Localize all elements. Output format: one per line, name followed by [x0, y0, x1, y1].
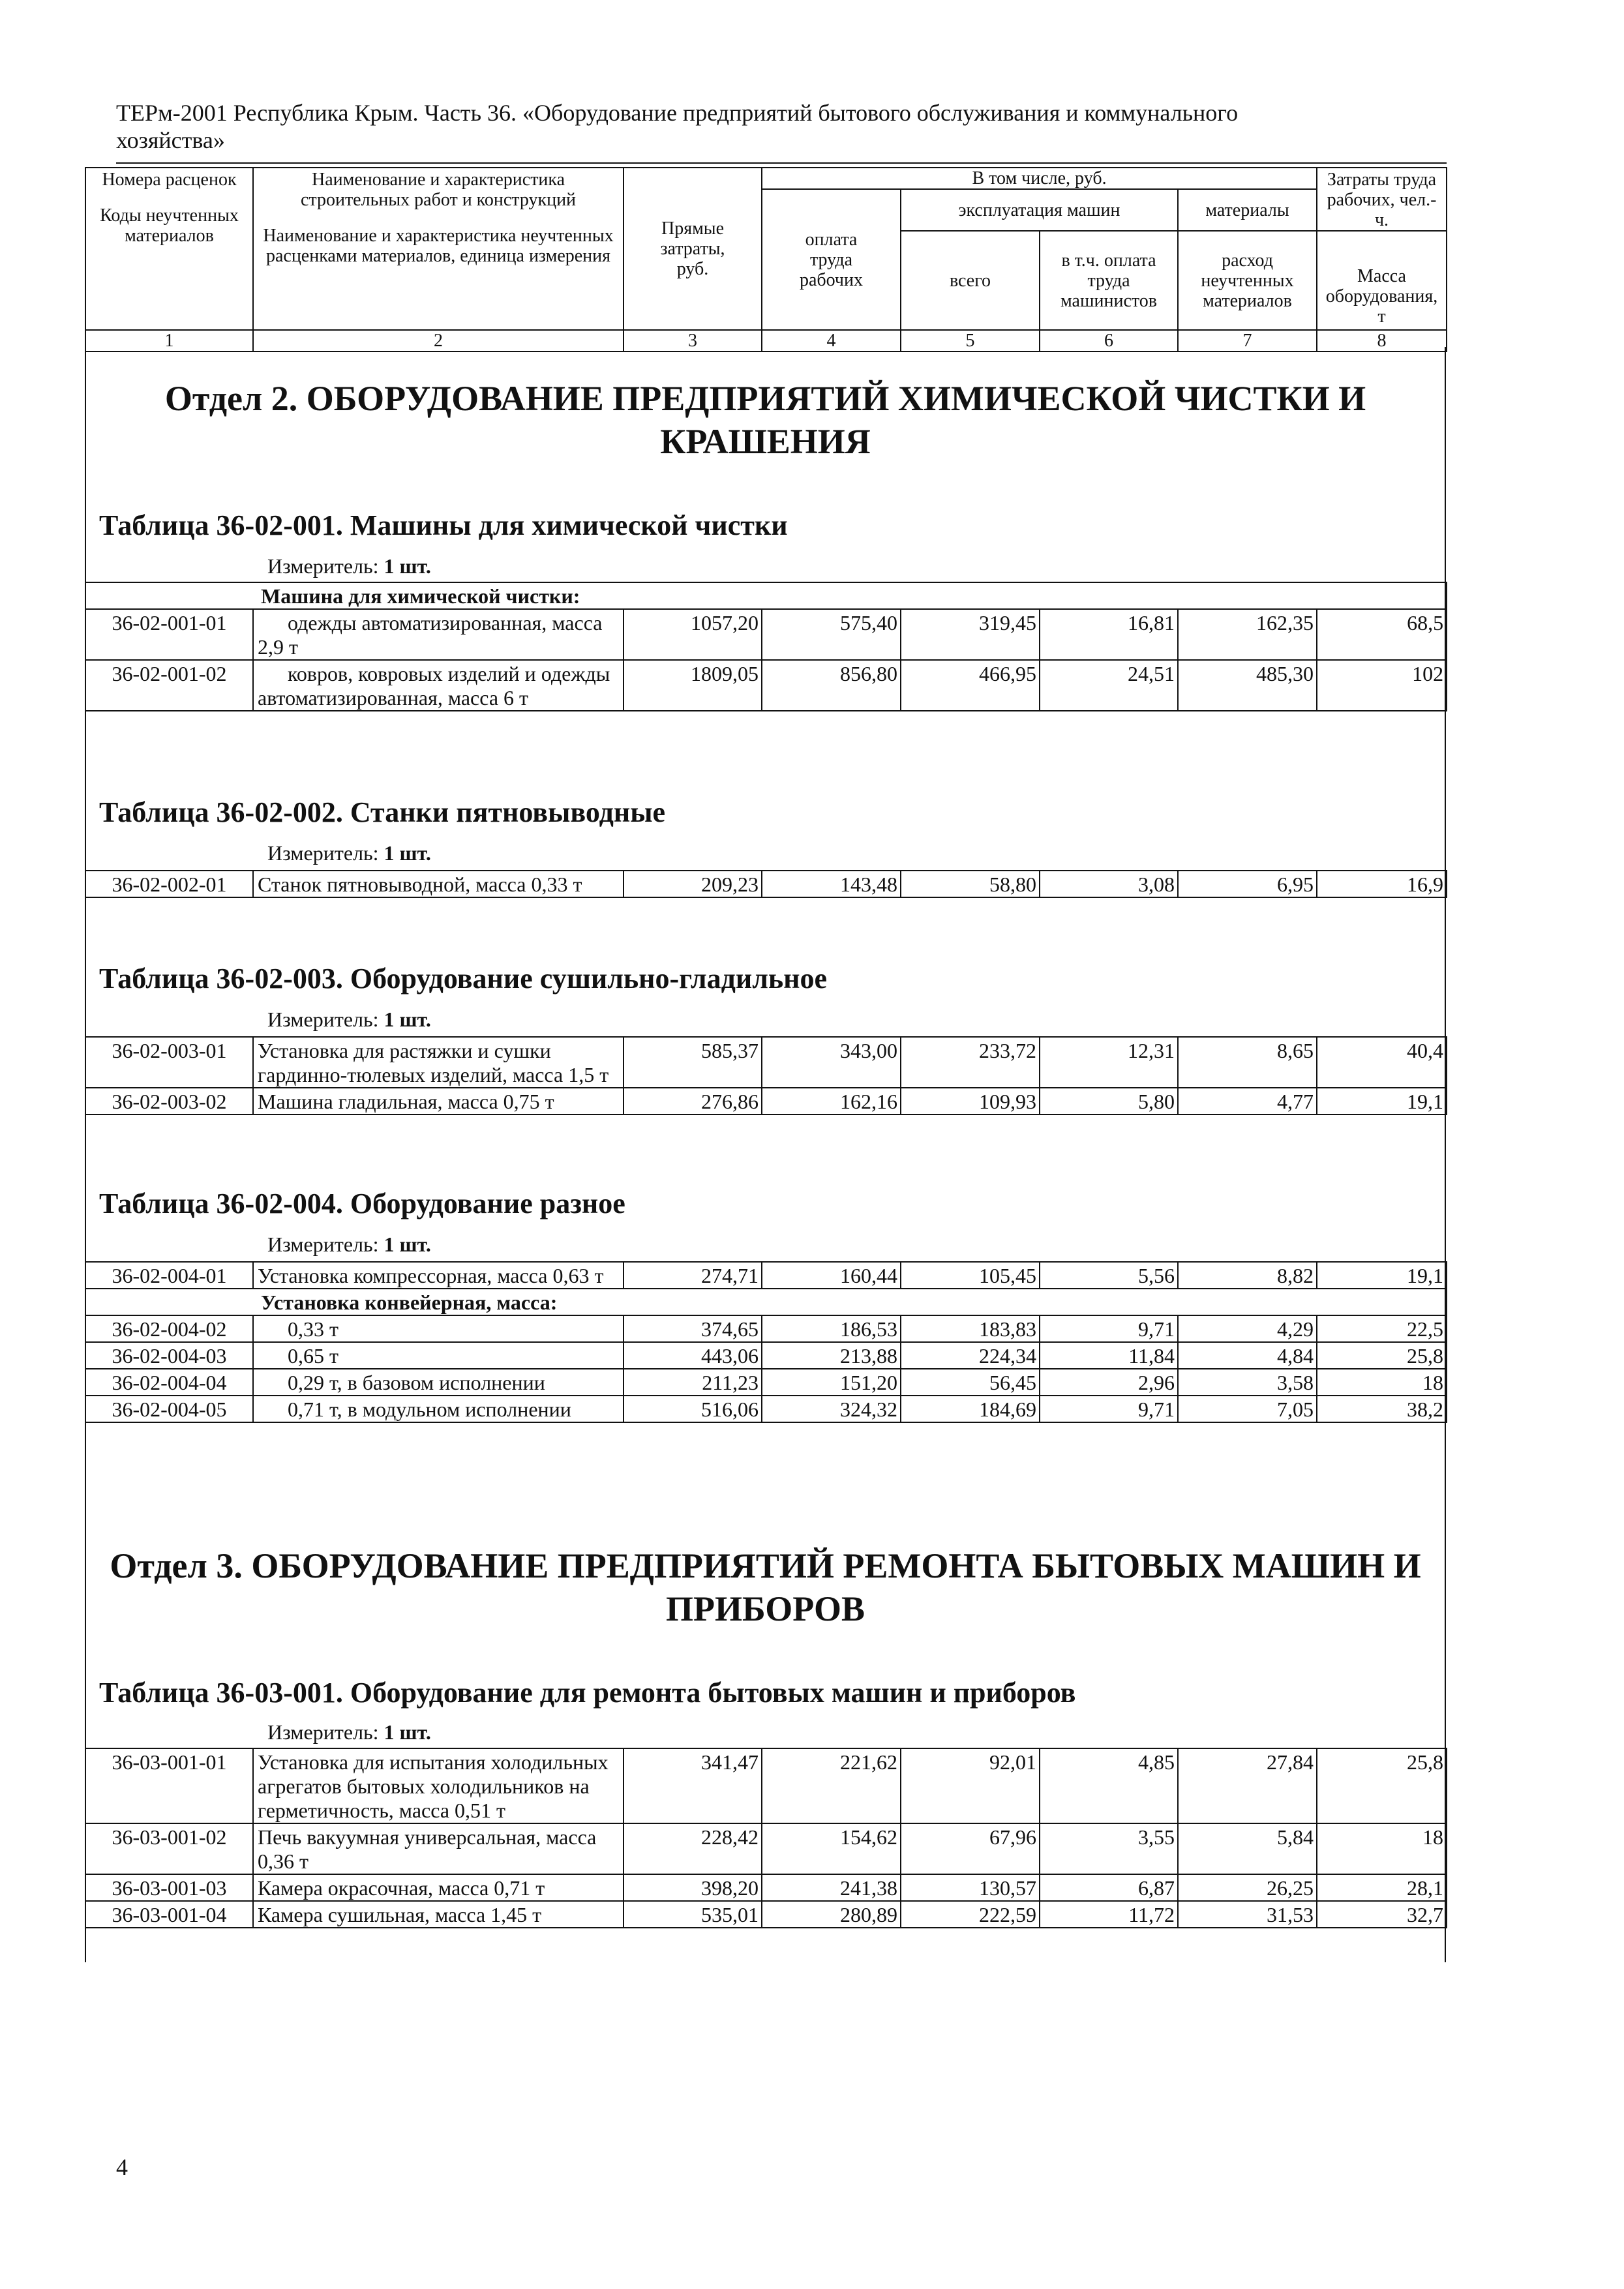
labor-hours: 32,7 [1317, 1901, 1447, 1928]
table-row [85, 1823, 1447, 1874]
header-col8-top: Затраты труда рабочих, чел.-ч. [1317, 168, 1447, 231]
worker-pay: 151,20 [762, 1369, 901, 1396]
measure-unit: 1 шт. [383, 1008, 431, 1031]
header-col2 [253, 168, 624, 330]
machine-total: 184,69 [901, 1396, 1040, 1422]
header-including: В том числе, руб. [762, 168, 1317, 189]
labor-hours: 18 [1317, 1369, 1447, 1396]
machinist-pay: 2,96 [1040, 1369, 1178, 1396]
machinist-pay: 6,87 [1040, 1874, 1178, 1901]
measure-label: Измеритель: [267, 554, 379, 578]
measure-36-02-002 [267, 841, 431, 865]
rate-name: Камера сушильная, масса 1,45 т [253, 1901, 624, 1928]
table-36-02-004 [85, 1261, 1447, 1423]
rate-name-text: ковров, ковровых изделий и одежды автоматизированная, масса 6 т [258, 662, 610, 710]
table-36-02-001 [85, 582, 1447, 711]
machinist-pay: 3,55 [1040, 1823, 1178, 1874]
table-row [85, 1037, 1447, 1088]
table-row [85, 1396, 1447, 1422]
direct-cost: 211,23 [624, 1369, 762, 1396]
materials-cost: 6,95 [1178, 871, 1317, 897]
machinist-pay: 5,56 [1040, 1262, 1178, 1289]
machine-total: 92,01 [901, 1748, 1040, 1823]
labor-hours: 25,8 [1317, 1342, 1447, 1369]
machine-total: 183,83 [901, 1315, 1040, 1342]
document-title-line-2: хозяйства» [116, 127, 225, 153]
labor-hours: 22,5 [1317, 1315, 1447, 1342]
page-number: 4 [116, 2154, 128, 2180]
machine-total: 105,45 [901, 1262, 1040, 1289]
machinist-pay: 12,31 [1040, 1037, 1178, 1088]
rate-code: 36-03-001-03 [85, 1874, 253, 1901]
document-title-line-1: ТЕРм-2001 Республика Крым. Часть 36. «Оборудование предприятий бытового обслуживания и коммунального [116, 100, 1239, 126]
header-col7: расход неучтенных материалов [1178, 231, 1317, 330]
rate-name [253, 1396, 624, 1422]
rate-name [253, 609, 624, 660]
rate-name: Установка для испытания холодильных агрегатов бытовых холодильников на герметичность, масса 0,51 т [253, 1748, 624, 1823]
table-36-02-003 [85, 1036, 1447, 1115]
rate-name-text: 0,65 т [288, 1344, 338, 1368]
rate-code: 36-02-002-01 [85, 871, 253, 897]
machine-total: 224,34 [901, 1342, 1040, 1369]
table-36-02-002 [85, 870, 1447, 898]
machinist-pay: 11,72 [1040, 1901, 1178, 1928]
rate-code: 36-02-004-04 [85, 1369, 253, 1396]
header-col2-top: Наименование и характеристика строительных работ и конструкций [300, 170, 577, 210]
worker-pay: 160,44 [762, 1262, 901, 1289]
column-header-table [85, 167, 1447, 352]
measure-36-03-001 [267, 1720, 431, 1744]
rate-name: Печь вакуумная универсальная, масса 0,36 т [253, 1823, 624, 1874]
materials-cost: 26,25 [1178, 1874, 1317, 1901]
header-col8-bottom: Масса оборудования, т [1317, 231, 1447, 330]
materials-cost: 8,82 [1178, 1262, 1317, 1289]
machinist-pay: 24,51 [1040, 660, 1178, 711]
measure-36-02-003 [267, 1008, 431, 1031]
worker-pay: 221,62 [762, 1748, 901, 1823]
rate-name [253, 660, 624, 711]
machine-total: 319,45 [901, 609, 1040, 660]
table-36-02-001-title: Таблица 36-02-001. Машины для химической чистки [99, 509, 788, 541]
machine-total: 58,80 [901, 871, 1040, 897]
machinist-pay: 3,08 [1040, 871, 1178, 897]
table-36-03-001 [85, 1748, 1447, 1928]
materials-cost: 4,29 [1178, 1315, 1317, 1342]
worker-pay: 575,40 [762, 609, 901, 660]
group-row [85, 582, 1447, 609]
table-row [85, 609, 1447, 660]
rate-name: Станок пятновыводной, масса 0,33 т [253, 871, 624, 897]
header-col5: всего [901, 231, 1040, 330]
machinist-pay: 9,71 [1040, 1396, 1178, 1422]
table-row [85, 1262, 1447, 1289]
materials-cost: 27,84 [1178, 1748, 1317, 1823]
group-label: Машина для химической чистки: [85, 582, 1447, 609]
measure-36-02-004 [267, 1233, 431, 1256]
rate-code: 36-02-001-02 [85, 660, 253, 711]
direct-cost: 374,65 [624, 1315, 762, 1342]
worker-pay: 162,16 [762, 1088, 901, 1115]
labor-hours: 18 [1317, 1823, 1447, 1874]
section-3-title: Отдел 3. ОБОРУДОВАНИЕ ПРЕДПРИЯТИЙ РЕМОНТА БЫТОВЫХ МАШИН И ПРИБОРОВ [110, 1546, 1421, 1628]
materials-cost: 485,30 [1178, 660, 1317, 711]
measure-unit: 1 шт. [383, 1233, 431, 1256]
direct-cost: 398,20 [624, 1874, 762, 1901]
rate-name-text: одежды автоматизированная, масса 2,9 т [258, 611, 603, 659]
column-number-3: 3 [624, 330, 762, 352]
machinist-pay: 5,80 [1040, 1088, 1178, 1115]
table-36-02-002-title: Таблица 36-02-002. Станки пятновыводные [99, 796, 666, 828]
group-row [85, 1289, 1447, 1315]
table-row [85, 871, 1447, 897]
worker-pay: 343,00 [762, 1037, 901, 1088]
header-materials: материалы [1178, 189, 1317, 231]
table-row [85, 1874, 1447, 1901]
labor-hours: 102 [1317, 660, 1447, 711]
section-2-title: Отдел 2. ОБОРУДОВАНИЕ ПРЕДПРИЯТИЙ ХИМИЧЕСКОЙ ЧИСТКИ И КРАШЕНИЯ [164, 379, 1366, 461]
labor-hours: 25,8 [1317, 1748, 1447, 1823]
table-row [85, 1315, 1447, 1342]
table-row [85, 1901, 1447, 1928]
labor-hours: 19,1 [1317, 1262, 1447, 1289]
document-title [116, 99, 1447, 154]
header-col1-bottom: Коды неучтенных материалов [100, 205, 239, 246]
labor-hours: 40,4 [1317, 1037, 1447, 1088]
column-number-8: 8 [1317, 330, 1447, 352]
rate-name: Камера окрасочная, масса 0,71 т [253, 1874, 624, 1901]
machine-total: 233,72 [901, 1037, 1040, 1088]
table-row [85, 1088, 1447, 1115]
materials-cost: 3,58 [1178, 1369, 1317, 1396]
worker-pay: 241,38 [762, 1874, 901, 1901]
worker-pay: 280,89 [762, 1901, 901, 1928]
direct-cost: 585,37 [624, 1037, 762, 1088]
machine-total: 222,59 [901, 1901, 1040, 1928]
measure-unit: 1 шт. [383, 841, 431, 865]
rate-name-text: 0,71 т, в модульном исполнении [288, 1398, 571, 1421]
rate-code: 36-02-003-01 [85, 1037, 253, 1088]
machinist-pay: 4,85 [1040, 1748, 1178, 1823]
rate-code: 36-02-004-05 [85, 1396, 253, 1422]
table-36-03-001-title: Таблица 36-03-001. Оборудование для ремонта бытовых машин и приборов [99, 1677, 1076, 1709]
direct-cost: 276,86 [624, 1088, 762, 1115]
header-col2-bottom: Наименование и характеристика неучтенных расценками материалов, единица измерения [263, 226, 614, 266]
machinist-pay: 11,84 [1040, 1342, 1178, 1369]
worker-pay: 856,80 [762, 660, 901, 711]
rate-name-text: 0,33 т [288, 1317, 338, 1341]
materials-cost: 4,84 [1178, 1342, 1317, 1369]
direct-cost: 535,01 [624, 1901, 762, 1928]
rate-code: 36-02-001-01 [85, 609, 253, 660]
rate-name [253, 1315, 624, 1342]
worker-pay: 143,48 [762, 871, 901, 897]
worker-pay: 324,32 [762, 1396, 901, 1422]
machine-total: 130,57 [901, 1874, 1040, 1901]
group-label: Установка конвейерная, масса: [85, 1289, 1447, 1315]
rate-code: 36-02-004-01 [85, 1262, 253, 1289]
header-col6: в т.ч. оплата труда машинистов [1040, 231, 1178, 330]
direct-cost: 516,06 [624, 1396, 762, 1422]
labor-hours: 38,2 [1317, 1396, 1447, 1422]
column-number-5: 5 [901, 330, 1040, 352]
labor-hours: 28,1 [1317, 1874, 1447, 1901]
measure-unit: 1 шт. [383, 554, 431, 578]
table-36-02-003-title: Таблица 36-02-003. Оборудование сушильно-гладильное [99, 963, 828, 995]
worker-pay: 213,88 [762, 1342, 901, 1369]
materials-cost: 7,05 [1178, 1396, 1317, 1422]
worker-pay: 154,62 [762, 1823, 901, 1874]
direct-cost: 209,23 [624, 871, 762, 897]
rate-name [253, 1342, 624, 1369]
column-number-6: 6 [1040, 330, 1178, 352]
materials-cost: 31,53 [1178, 1901, 1317, 1928]
materials-cost: 8,65 [1178, 1037, 1317, 1088]
rate-name: Установка для растяжки и сушки гардинно-тюлевых изделий, масса 1,5 т [253, 1037, 624, 1088]
measure-label: Измеритель: [267, 1720, 379, 1744]
column-number-4: 4 [762, 330, 901, 352]
table-row [85, 1748, 1447, 1823]
direct-cost: 274,71 [624, 1262, 762, 1289]
rate-name-text: 0,29 т, в базовом исполнении [288, 1371, 545, 1394]
header-machines: эксплуатация машин [901, 189, 1178, 231]
machine-total: 56,45 [901, 1369, 1040, 1396]
header-col1 [85, 168, 253, 330]
column-number-1: 1 [85, 330, 253, 352]
direct-cost: 341,47 [624, 1748, 762, 1823]
machine-total: 109,93 [901, 1088, 1040, 1115]
rate-name: Установка компрессорная, масса 0,63 т [253, 1262, 624, 1289]
header-col4: оплата труда рабочих [762, 189, 901, 330]
column-number-7: 7 [1178, 330, 1317, 352]
machine-total: 67,96 [901, 1823, 1040, 1874]
measure-label: Измеритель: [267, 1233, 379, 1256]
direct-cost: 228,42 [624, 1823, 762, 1874]
measure-label: Измеритель: [267, 841, 379, 865]
rate-code: 36-03-001-01 [85, 1748, 253, 1823]
header-col3: Прямые затраты, руб. [624, 168, 762, 330]
worker-pay: 186,53 [762, 1315, 901, 1342]
measure-36-02-001 [267, 554, 431, 578]
column-number-2: 2 [253, 330, 624, 352]
rate-code: 36-02-004-02 [85, 1315, 253, 1342]
labor-hours: 68,5 [1317, 609, 1447, 660]
rate-code: 36-03-001-04 [85, 1901, 253, 1928]
title-underline [116, 162, 1447, 164]
rate-code: 36-02-004-03 [85, 1342, 253, 1369]
measure-unit: 1 шт. [383, 1720, 431, 1744]
rate-code: 36-02-003-02 [85, 1088, 253, 1115]
table-36-02-004-title: Таблица 36-02-004. Оборудование разное [99, 1188, 625, 1219]
direct-cost: 443,06 [624, 1342, 762, 1369]
direct-cost: 1057,20 [624, 609, 762, 660]
machinist-pay: 16,81 [1040, 609, 1178, 660]
materials-cost: 5,84 [1178, 1823, 1317, 1874]
rate-name [253, 1369, 624, 1396]
materials-cost: 4,77 [1178, 1088, 1317, 1115]
rate-code: 36-03-001-02 [85, 1823, 253, 1874]
direct-cost: 1809,05 [624, 660, 762, 711]
labor-hours: 16,9 [1317, 871, 1447, 897]
table-row [85, 1369, 1447, 1396]
materials-cost: 162,35 [1178, 609, 1317, 660]
header-col1-top: Номера расценок [102, 170, 237, 190]
table-row [85, 1342, 1447, 1369]
table-row [85, 660, 1447, 711]
machinist-pay: 9,71 [1040, 1315, 1178, 1342]
measure-label: Измеритель: [267, 1008, 379, 1031]
rate-name: Машина гладильная, масса 0,75 т [253, 1088, 624, 1115]
labor-hours: 19,1 [1317, 1088, 1447, 1115]
machine-total: 466,95 [901, 660, 1040, 711]
